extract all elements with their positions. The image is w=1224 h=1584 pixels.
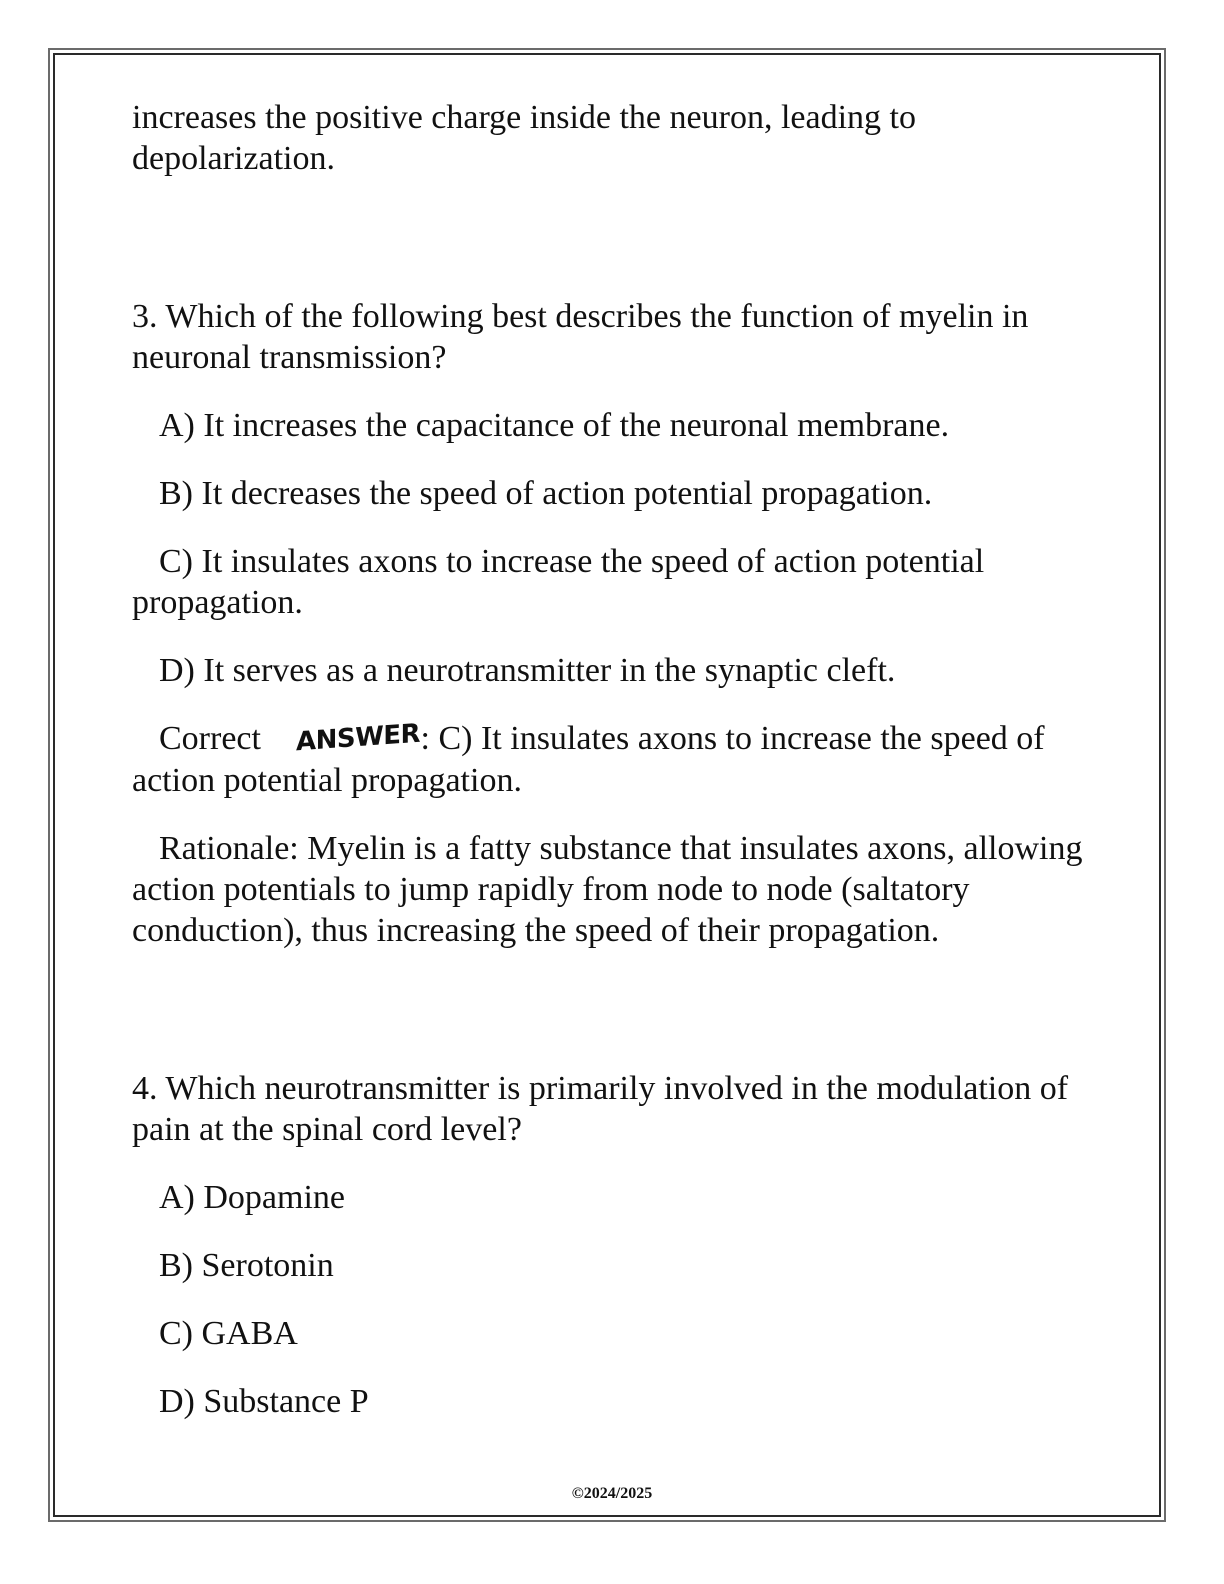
q4-option-a: A) Dopamine bbox=[159, 1179, 346, 1216]
copyright-footer: ©2024/2025 bbox=[571, 1485, 653, 1502]
continuation-text: increases the positive charge inside the neuron, leading to depolarization. bbox=[132, 99, 916, 177]
answer-text: : C) It insulates axons to increase the speed of action potential propagation. bbox=[132, 720, 1045, 799]
q3-correct-answer bbox=[132, 718, 1092, 801]
q3-option-a: A) It increases the capacitance of the neuronal membrane. bbox=[159, 407, 950, 444]
q3-rationale: Rationale: Myelin is a fatty substance that insulates axons, allowing action potentials to jump rapidly from node to node (saltatory conduction), thus increasing the speed of their propagation. bbox=[132, 830, 1083, 949]
q4-option-d: D) Substance P bbox=[159, 1383, 369, 1420]
q3-option-d: D) It serves as a neurotransmitter in the synaptic cleft. bbox=[159, 652, 896, 689]
question-3: 3. Which of the following best describes the function of myelin in neuronal transmission? bbox=[132, 298, 1029, 376]
q4-option-c: C) GABA bbox=[159, 1315, 298, 1352]
question-4: 4. Which neurotransmitter is primarily involved in the modulation of pain at the spinal cord level? bbox=[132, 1070, 1069, 1148]
q4-option-b: B) Serotonin bbox=[159, 1247, 334, 1284]
q3-option-c: C) It insulates axons to increase the speed of action potential propagation. bbox=[132, 543, 985, 621]
document-body bbox=[132, 97, 1092, 1422]
q3-option-b: B) It decreases the speed of action potential propagation. bbox=[159, 475, 933, 512]
answer-label: ANSWER bbox=[296, 718, 421, 758]
answer-prefix: Correct bbox=[159, 720, 261, 757]
